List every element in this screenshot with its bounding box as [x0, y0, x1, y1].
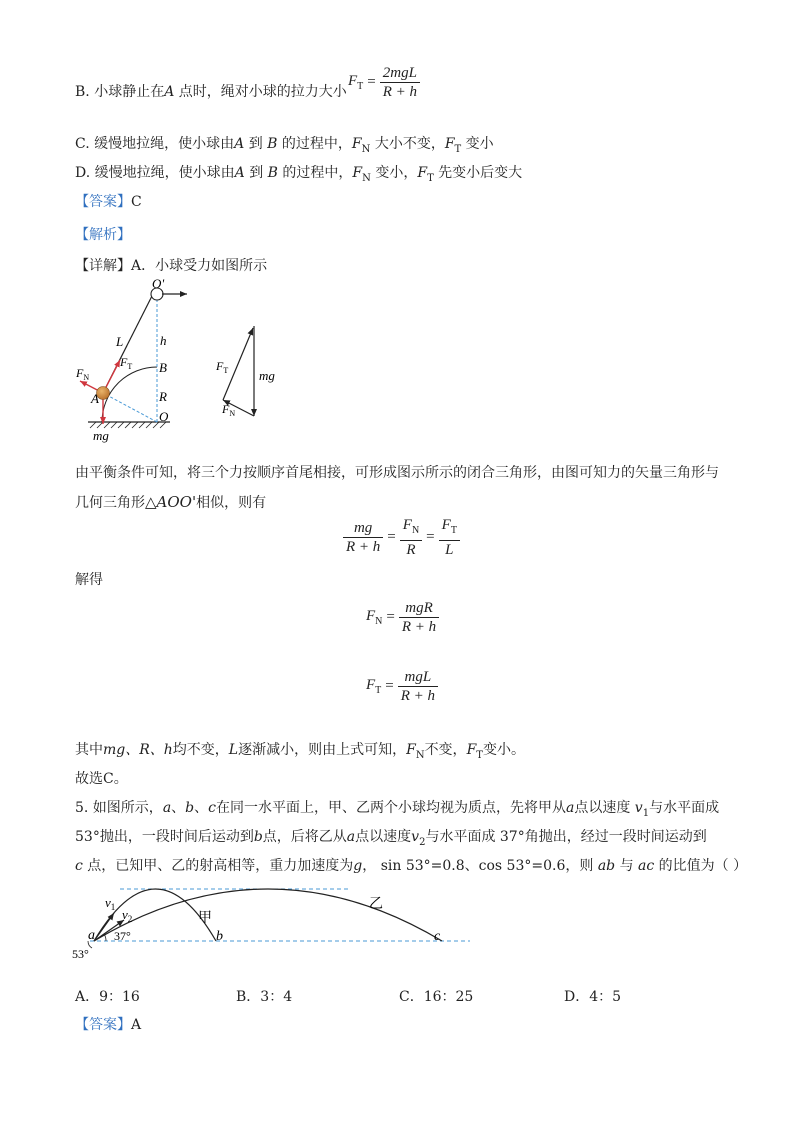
answer-2-tag: 【答案】	[75, 1017, 131, 1033]
label-mg: mg	[93, 428, 109, 443]
label-v2: $v_2$	[122, 907, 133, 924]
option-b	[75, 83, 347, 101]
choice-b: B．3：4	[236, 989, 293, 1005]
option-b-formula: $F_T$ = $\frac{\text{2mgL}}{R + h}$	[348, 64, 420, 101]
label-a: A	[91, 391, 99, 406]
label-jia: 甲	[198, 911, 212, 926]
detail-text: A．小球受力如图所示	[131, 258, 268, 274]
angle-37-arc	[104, 934, 106, 941]
ft-result-equation: $F_T$ = $\frac{\text{mgL}}{R + h}$	[366, 668, 438, 705]
option-d: D. 缓慢地拉绳，使小球由A 到 B 的过程中，$F_N$ 变小，$F_T$ 先变小后变大	[75, 165, 523, 184]
label-yi: 乙	[369, 897, 383, 912]
triangle-ft-side	[223, 328, 253, 400]
point-a-label: A	[164, 84, 175, 100]
label-fn: $F_N$	[76, 366, 90, 382]
label-ft: $F_T$	[120, 355, 133, 371]
label-v1: $v_1$	[105, 895, 116, 912]
choice-a: A．9：16	[75, 989, 140, 1005]
fn-result-equation: $F_N$ = $\frac{\text{mgR}}{R + h}$	[366, 599, 439, 636]
answer-1	[75, 193, 142, 211]
choice-c: C．16：25	[399, 989, 474, 1005]
label-b: B	[159, 360, 167, 375]
option-b-prefix: B. 小球静止在	[75, 84, 165, 100]
triangle-label-fn: $F_N$	[222, 402, 236, 418]
answer-tag: 【答案】	[75, 194, 131, 210]
label-point-c: c	[434, 929, 441, 944]
trajectory-yi	[94, 889, 442, 941]
question-5-line-2: 53°抛出，一段时间后运动到b点，后将乙从a点以速度$v_2$与水平面成 37°角抛出，经过一段时间运动到	[75, 829, 707, 848]
detail-line	[75, 257, 267, 275]
force-triangle-figure	[210, 320, 290, 430]
force-diagram-figure	[70, 276, 210, 446]
hemisphere-arc	[102, 367, 157, 422]
label-r: R	[159, 389, 167, 404]
answer-2-value: A	[131, 1017, 142, 1033]
triangle-symbol: △AOO'	[145, 493, 197, 511]
ft-symbol: $F_T$	[348, 73, 364, 92]
label-angle-53: 53°	[72, 947, 89, 961]
solve-label: 解得	[75, 572, 103, 588]
radius-dashed-line	[103, 393, 157, 422]
answer-value: C	[131, 194, 142, 210]
label-h: h	[160, 333, 167, 348]
velocity-v1-arrow	[94, 913, 114, 941]
answer-2	[75, 1016, 141, 1034]
option-b-fraction: $\frac{\text{2mgL}}{R + h}$	[380, 64, 420, 101]
conclusion: 故选C。	[75, 771, 128, 787]
projectile-figure	[70, 880, 480, 965]
paragraph-2: 几何三角形△AOO'相似，则有	[75, 493, 267, 511]
label-point-a: a	[88, 928, 95, 943]
analysis-tag: 【解析】	[75, 227, 131, 243]
similarity-equation: $\frac{mg}{R + h}$ = $\frac{F_N}{R}$ = $\frac{F_T}{L}$	[343, 516, 460, 559]
label-l: L	[116, 334, 124, 349]
label-o: O	[159, 409, 169, 424]
option-b-text: 点时，绳对小球的拉力大小	[174, 84, 347, 100]
option-c: C. 缓慢地拉绳，使小球由A 到 B 的过程中，$F_N$ 大小不变，$F_T$ 变小	[75, 136, 494, 155]
label-point-b: b	[216, 929, 223, 944]
label-angle-37: 37°	[114, 929, 131, 943]
triangle-label-mg: mg	[259, 368, 275, 383]
detail-tag: 【详解】	[75, 258, 131, 274]
question-5-line-1: 5. 如图所示，a、b、c在同一水平面上，甲、乙两个小球均视为质点，先将甲从a点以速度 $v_1$与水平面成	[75, 800, 720, 819]
paragraph-1: 由平衡条件可知，将三个力按顺序首尾相接，可形成图示所示的闭合三角形，由图可知力的矢量三角形与	[75, 465, 719, 481]
choice-d: D．4：5	[564, 989, 622, 1005]
label-o-prime: O'	[152, 276, 165, 291]
question-5-line-3: c 点，已知甲、乙的射高相等，重力加速度为g， sin 53°=0.8、cos 53°=0.6，则 ab 与 ac 的比值为（ ）	[75, 858, 748, 874]
triangle-label-ft: $F_T$	[216, 359, 229, 375]
where-line: 其中mg、R、h均不变，L逐渐减小，则由上式可知，$F_N$不变，$F_T$变小。	[75, 742, 525, 761]
